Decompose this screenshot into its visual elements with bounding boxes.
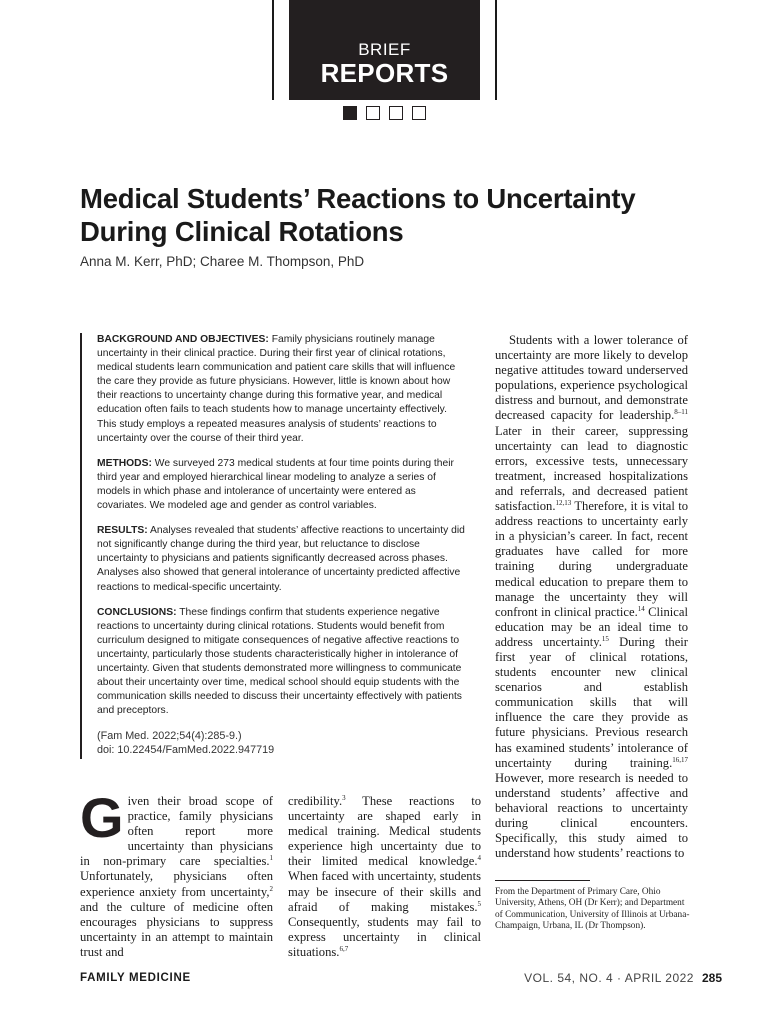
reference: 5: [477, 899, 481, 908]
header-right-rule: [495, 0, 497, 100]
abstract-conclusions-label: CONCLUSIONS:: [97, 606, 177, 618]
body-text: Students with a lower tolerance of uncertainty are more likely to develop negative attitudes toward underserved populations, experience psychological distress and burnout, and demonstrate decreased capacity for leadership.: [495, 333, 688, 423]
body-text: During their first year of clinical rotations, students encounter new clinical scenarios and establish communication skills that will influence the care they provide as future physicians. Previous research has examined students’ intolerance of uncertainty during training.: [495, 634, 688, 770]
abstract-background-text: Family physicians routinely manage uncertainty in their clinical practice. During their first year of clinical rotations, medical students learn communication and patient care skills that will influence the care they provide as future physicians. However, little is known about how their reactions to uncertainty change during this formative year, and medical education often fails to teach students how to manage uncertainty effectively. This study employs a repeated measures analysis of students’ reactions to uncertainty over the course of their third year.: [97, 334, 456, 444]
progress-square-empty: [412, 106, 426, 120]
abstract-background-label: BACKGROUND AND OBJECTIVES:: [97, 334, 269, 345]
abstract-conclusions-text: These findings confirm that students experience negative reactions to uncertainty during clinical rotations. Students would benefit from curriculum designed to mitigate consequences of negative affective reactions to uncertainty, particularly those students characteristically higher in intolerance of uncertainty. Given that students demonstrated more willingness to communicate about their uncertainty over time, medical school should equip students with the communication skills needed to discuss their uncertainty effectively with patients and preceptors.: [97, 606, 462, 717]
intro-paragraph: [80, 786, 273, 960]
body-text: credibility.: [288, 794, 343, 808]
reference: 3: [342, 793, 346, 802]
reference: 8–11: [674, 408, 688, 417]
affiliation-footnote: From the Department of Primary Care, Ohio University, Athens, OH (Dr Kerr); and Department of Communication, University of Illinois at Urbana-Champaign, Urbana, IL (Dr Thompson).: [495, 887, 690, 932]
body-column-2: [288, 794, 481, 960]
article-authors: Anna M. Kerr, PhD; Charee M. Thompson, PhD: [80, 254, 365, 269]
abstract-methods: [97, 457, 468, 513]
issue-details: VOL. 54, NO. 4 · APRIL 2022: [524, 971, 694, 985]
section-banner: [289, 0, 480, 100]
reference: 6,7: [339, 944, 349, 953]
reference: 15: [601, 634, 609, 643]
journal-name: FAMILY MEDICINE: [80, 972, 191, 984]
reference: 16,17: [672, 755, 688, 764]
abstract-results-text: Analyses revealed that students’ affective reactions to uncertainty did not significantly change during the third year, but reluctance to disclose uncertainty to physicians and patients significantly decreased across phases. Analyses also showed that general intolerance of uncertainty predicted affective reactions to medical-specific uncertainty.: [97, 525, 465, 593]
abstract-results: [97, 524, 468, 594]
reference: 1: [269, 854, 273, 863]
body-text: Clinical education may be an ideal time to address uncertainty.: [495, 604, 688, 649]
body-text: Unfortunately, physicians often experience anxiety from uncertainty,: [80, 869, 273, 899]
body-text: iven their broad scope of practice, family physicians often report more uncertainty than physicians in non-primary care specialties.: [80, 794, 273, 869]
body-text: However, more research is needed to understand students’ affective and behavioral reactions to uncertainty during clinical encounters. Specifically, this study aimed to understand how students’ reactions to: [495, 770, 688, 861]
progress-square-filled: [343, 106, 357, 120]
issue-info: [524, 971, 722, 985]
reference: 12,13: [555, 498, 572, 507]
citation: (Fam Med. 2022;54(4):285-9.): [97, 730, 242, 743]
footnote-rule: [495, 880, 590, 881]
article-title: Medical Students’ Reactions to Uncertainty During Clinical Rotations: [80, 183, 636, 247]
progress-square-empty: [389, 106, 403, 120]
doi: doi: 10.22454/FamMed.2022.947719: [97, 744, 275, 757]
header-left-rule: [272, 0, 274, 100]
abstract: [80, 333, 468, 759]
body-column-1: [80, 786, 273, 960]
drop-cap: G: [80, 786, 124, 849]
progress-square-empty: [366, 106, 380, 120]
page-number: 285: [701, 971, 722, 985]
section-kicker: BRIEF: [358, 40, 411, 59]
body-column-3: [495, 333, 688, 861]
reference: 14: [637, 604, 645, 613]
reference: 2: [269, 884, 273, 893]
body-paragraph: [495, 333, 688, 861]
body-text: Consequently, students may fail to express uncertainty in clinical situations.: [288, 914, 481, 959]
body-text: and the culture of medicine often encourages physicians to suppress uncertainty in an attempt to maintain trust and: [80, 899, 273, 959]
body-text: Therefore, it is vital to address reactions to uncertainty early in a physician’s career. In fact, recent graduates have called for more training during undergraduate medical education to prepare them to manage the uncertainty they will confront in clinical practice.: [495, 499, 688, 619]
body-text: These reactions to uncertainty are shaped early in medical training. Medical students experience high uncertainty due to their limited medical knowledge.: [288, 794, 481, 869]
abstract-conclusions: [97, 606, 468, 719]
body-text: When faced with uncertainty, students may be insecure of their skills and afraid of making mistakes.: [288, 869, 481, 914]
body-text: Later in their career, suppressing uncertainty can lead to diagnostic errors, excessive tests, unnecessary treatment, increased hospitalizations and referrals, and decreased patient satisfaction.: [495, 423, 688, 514]
abstract-background: [97, 333, 468, 446]
abstract-methods-label: METHODS:: [97, 457, 152, 469]
abstract-results-label: RESULTS:: [97, 525, 148, 537]
section-title: REPORTS: [320, 58, 449, 88]
intro-paragraph-continued: [288, 794, 481, 960]
abstract-methods-text: We surveyed 273 medical students at four time points during their third year and employed hierarchical linear modeling to analyze a series of models in which phase and intolerance of uncertainty were entered as covariates. We modeled age and gender as control variables.: [97, 457, 454, 512]
reference: 4: [477, 854, 481, 863]
